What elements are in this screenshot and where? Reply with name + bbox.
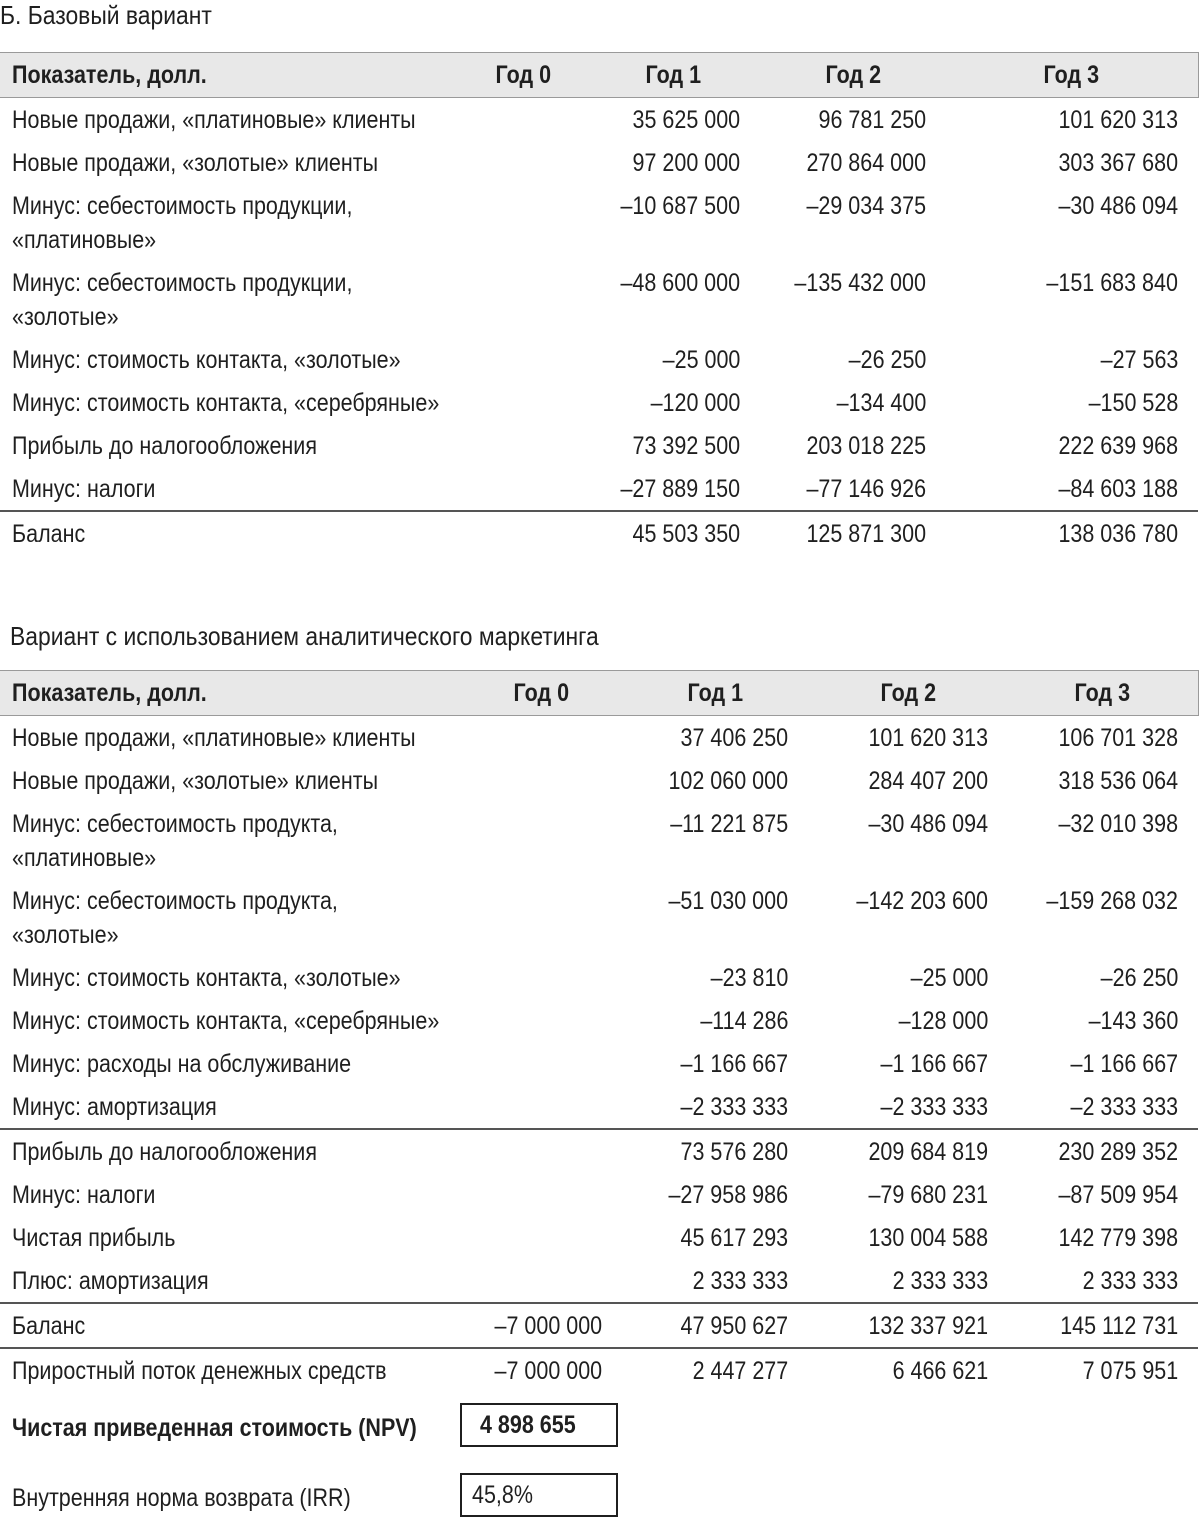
cell-year-1: 97 200 000 bbox=[632, 149, 740, 177]
base-variant-table bbox=[0, 52, 1199, 555]
row-label: Минус: стоимость контакта, «золотые» bbox=[12, 346, 401, 374]
table-row bbox=[0, 999, 1198, 1042]
irr-block bbox=[0, 1473, 700, 1523]
cell-year-1: –51 030 000 bbox=[668, 887, 788, 915]
row-label: Минус: налоги bbox=[12, 1181, 156, 1209]
header-year-1: Год 1 bbox=[586, 53, 760, 98]
cell-year-2: 270 864 000 bbox=[806, 149, 926, 177]
table-row bbox=[0, 1129, 1198, 1173]
cell-year-2: –1 166 667 bbox=[880, 1050, 988, 1078]
cell-year-3: –1 166 667 bbox=[1070, 1050, 1178, 1078]
cell-year-0 bbox=[460, 1129, 622, 1173]
cell-year-1: –120 000 bbox=[650, 389, 740, 417]
cell-year-0 bbox=[460, 424, 586, 467]
cell-year-3: 138 036 780 bbox=[946, 511, 1198, 555]
cell-year-0 bbox=[460, 261, 586, 338]
cell-year-1: –114 286 bbox=[699, 1007, 788, 1035]
row-label: Минус: себестоимость продукта, «золотые» bbox=[12, 887, 338, 949]
table-row bbox=[0, 141, 1198, 184]
cell-year-1: –48 600 000 bbox=[620, 269, 740, 297]
cell-year-0 bbox=[460, 1173, 622, 1216]
cell-year-1: 2 447 277 bbox=[622, 1348, 808, 1392]
table-row bbox=[0, 1303, 1198, 1348]
table-row bbox=[0, 184, 1198, 261]
header-year-3: Год 3 bbox=[946, 53, 1198, 98]
table-row bbox=[0, 424, 1198, 467]
row-label: Новые продажи, «золотые» клиенты bbox=[12, 149, 379, 177]
row-label: Минус: себестоимость продукции, «платиновые» bbox=[12, 192, 353, 254]
cell-year-0 bbox=[460, 1216, 622, 1259]
table-row bbox=[0, 759, 1198, 802]
cell-year-2: 132 337 921 bbox=[808, 1303, 1008, 1348]
cell-year-0 bbox=[460, 716, 622, 760]
cell-year-2: 130 004 588 bbox=[868, 1224, 988, 1252]
table-header-row bbox=[0, 671, 1198, 716]
cell-year-3: 106 701 328 bbox=[1058, 724, 1178, 752]
cell-year-3: –159 268 032 bbox=[1046, 887, 1178, 915]
row-label: Минус: стоимость контакта, «серебряные» bbox=[12, 1007, 440, 1035]
header-indicator: Показатель, долл. bbox=[0, 53, 460, 98]
cell-year-0 bbox=[460, 999, 622, 1042]
cell-year-2: 101 620 313 bbox=[868, 724, 988, 752]
table-row bbox=[0, 1173, 1198, 1216]
table-row bbox=[0, 338, 1198, 381]
table-row bbox=[0, 381, 1198, 424]
row-label: Минус: расходы на обслуживание bbox=[12, 1050, 352, 1078]
cell-year-1: –23 810 bbox=[710, 964, 788, 992]
cell-year-3: –84 603 188 bbox=[1058, 475, 1178, 503]
npv-value-box bbox=[460, 1403, 618, 1447]
cell-year-3: –143 360 bbox=[1088, 1007, 1178, 1035]
cell-year-2: –29 034 375 bbox=[806, 192, 926, 220]
cell-year-0 bbox=[460, 98, 586, 142]
cell-year-2: 6 466 621 bbox=[808, 1348, 1008, 1392]
cell-year-2: 284 407 200 bbox=[868, 767, 988, 795]
cell-year-0 bbox=[460, 381, 586, 424]
table-row bbox=[0, 98, 1198, 142]
row-label: Новые продажи, «платиновые» клиенты bbox=[12, 724, 416, 752]
row-label: Минус: налоги bbox=[12, 475, 156, 503]
cell-year-1: 45 617 293 bbox=[680, 1224, 788, 1252]
cell-year-1: –11 221 875 bbox=[670, 810, 788, 838]
table-row bbox=[0, 511, 1198, 555]
cell-year-3: 230 289 352 bbox=[1008, 1129, 1198, 1173]
cell-year-3: –87 509 954 bbox=[1058, 1181, 1178, 1209]
cell-year-2: –77 146 926 bbox=[806, 475, 926, 503]
section-m-title: Вариант с использованием аналитического маркетинга bbox=[10, 621, 599, 651]
npv-value: 4 898 655 bbox=[480, 1411, 576, 1439]
table-row bbox=[0, 1348, 1198, 1392]
cell-year-3: –151 683 840 bbox=[1046, 269, 1178, 297]
cell-year-3: 101 620 313 bbox=[1058, 106, 1178, 134]
row-label: Прибыль до налогообложения bbox=[0, 1129, 460, 1173]
row-label: Минус: себестоимость продукции, «золотые» bbox=[12, 269, 353, 331]
cell-year-0 bbox=[460, 879, 622, 956]
cell-year-1: –2 333 333 bbox=[680, 1093, 788, 1121]
row-label: Минус: себестоимость продукта, «платиновые» bbox=[12, 810, 338, 872]
cell-year-0 bbox=[460, 141, 586, 184]
cell-year-0 bbox=[460, 956, 622, 999]
table-row bbox=[0, 261, 1198, 338]
cell-year-2: –142 203 600 bbox=[856, 887, 988, 915]
cell-year-0 bbox=[460, 1042, 622, 1085]
cell-year-3: 2 333 333 bbox=[1082, 1267, 1178, 1295]
cell-year-3: 318 536 064 bbox=[1058, 767, 1178, 795]
cell-year-2: –135 432 000 bbox=[794, 269, 926, 297]
row-label: Баланс bbox=[0, 511, 460, 555]
npv-block bbox=[0, 1403, 700, 1453]
cell-year-3: –27 563 bbox=[1100, 346, 1178, 374]
cell-year-2: 2 333 333 bbox=[892, 1267, 988, 1295]
cell-year-3: 7 075 951 bbox=[1008, 1348, 1198, 1392]
row-label: Чистая прибыль bbox=[12, 1224, 176, 1252]
cell-year-3: 142 779 398 bbox=[1058, 1224, 1178, 1252]
irr-value: 45,8% bbox=[472, 1481, 533, 1509]
cell-year-1: 37 406 250 bbox=[680, 724, 788, 752]
cell-year-2: –26 250 bbox=[848, 346, 926, 374]
row-label: Минус: стоимость контакта, «золотые» bbox=[12, 964, 401, 992]
row-label: Приростный поток денежных средств bbox=[0, 1348, 460, 1392]
table-row bbox=[0, 1042, 1198, 1085]
irr-label: Внутренняя норма возврата (IRR) bbox=[12, 1484, 351, 1512]
header-year-0: Год 0 bbox=[460, 53, 586, 98]
cell-year-1: –1 166 667 bbox=[680, 1050, 788, 1078]
cell-year-2: –30 486 094 bbox=[868, 810, 988, 838]
table-row bbox=[0, 1216, 1198, 1259]
row-label: Новые продажи, «платиновые» клиенты bbox=[12, 106, 416, 134]
cell-year-1: 45 503 350 bbox=[586, 511, 760, 555]
header-year-1: Год 1 bbox=[622, 671, 808, 716]
header-indicator: Показатель, долл. bbox=[0, 671, 460, 716]
cell-year-3: –30 486 094 bbox=[1058, 192, 1178, 220]
row-label: Минус: стоимость контакта, «серебряные» bbox=[12, 389, 440, 417]
cell-year-1: –25 000 bbox=[662, 346, 740, 374]
cell-year-1: 102 060 000 bbox=[668, 767, 788, 795]
cell-year-3: –150 528 bbox=[1088, 389, 1178, 417]
cell-year-0 bbox=[460, 1259, 622, 1303]
table-row bbox=[0, 879, 1198, 956]
cell-year-1: –27 958 986 bbox=[668, 1181, 788, 1209]
cell-year-3: 303 367 680 bbox=[1058, 149, 1178, 177]
cell-year-0 bbox=[460, 184, 586, 261]
cell-year-0 bbox=[460, 511, 586, 555]
cell-year-1: 47 950 627 bbox=[622, 1303, 808, 1348]
cell-year-2: –128 000 bbox=[898, 1007, 988, 1035]
table-header-row bbox=[0, 53, 1198, 98]
cell-year-0 bbox=[460, 467, 586, 511]
cell-year-1: 2 333 333 bbox=[692, 1267, 788, 1295]
cell-year-2: –25 000 bbox=[910, 964, 988, 992]
table-row bbox=[0, 1259, 1198, 1303]
row-label: Плюс: амортизация bbox=[12, 1267, 209, 1295]
cell-year-1: 73 392 500 bbox=[632, 432, 740, 460]
cell-year-3: –26 250 bbox=[1100, 964, 1178, 992]
cell-year-0: –7 000 000 bbox=[460, 1303, 622, 1348]
section-b-title: Б. Базовый вариант bbox=[0, 0, 212, 30]
marketing-variant-table bbox=[0, 670, 1199, 1392]
cell-year-3: 222 639 968 bbox=[1058, 432, 1178, 460]
table-row bbox=[0, 802, 1198, 879]
cell-year-2: 209 684 819 bbox=[808, 1129, 1008, 1173]
cell-year-1: 35 625 000 bbox=[632, 106, 740, 134]
cell-year-1: –27 889 150 bbox=[620, 475, 740, 503]
cell-year-2: –79 680 231 bbox=[868, 1181, 988, 1209]
cell-year-0 bbox=[460, 802, 622, 879]
cell-year-2: –2 333 333 bbox=[880, 1093, 988, 1121]
header-year-2: Год 2 bbox=[760, 53, 946, 98]
cell-year-3: –2 333 333 bbox=[1070, 1093, 1178, 1121]
cell-year-2: 125 871 300 bbox=[760, 511, 946, 555]
cell-year-0 bbox=[460, 338, 586, 381]
header-year-2: Год 2 bbox=[808, 671, 1008, 716]
row-label: Минус: амортизация bbox=[12, 1093, 217, 1121]
cell-year-1: 73 576 280 bbox=[622, 1129, 808, 1173]
cell-year-3: –32 010 398 bbox=[1058, 810, 1178, 838]
cell-year-0 bbox=[460, 1085, 622, 1129]
cell-year-2: –134 400 bbox=[836, 389, 926, 417]
table-row bbox=[0, 1085, 1198, 1129]
header-year-0: Год 0 bbox=[460, 671, 622, 716]
irr-value-box bbox=[460, 1473, 618, 1517]
cell-year-3: 145 112 731 bbox=[1008, 1303, 1198, 1348]
cell-year-0: –7 000 000 bbox=[460, 1348, 622, 1392]
cell-year-0 bbox=[460, 759, 622, 802]
table-row bbox=[0, 716, 1198, 760]
row-label: Новые продажи, «золотые» клиенты bbox=[12, 767, 379, 795]
row-label: Прибыль до налогообложения bbox=[12, 432, 317, 460]
cell-year-2: 96 781 250 bbox=[818, 106, 926, 134]
npv-label: Чистая приведенная стоимость (NPV) bbox=[12, 1414, 417, 1442]
row-label: Баланс bbox=[0, 1303, 460, 1348]
table-row bbox=[0, 956, 1198, 999]
cell-year-2: 203 018 225 bbox=[806, 432, 926, 460]
table-row bbox=[0, 467, 1198, 511]
header-year-3: Год 3 bbox=[1008, 671, 1198, 716]
cell-year-1: –10 687 500 bbox=[620, 192, 740, 220]
